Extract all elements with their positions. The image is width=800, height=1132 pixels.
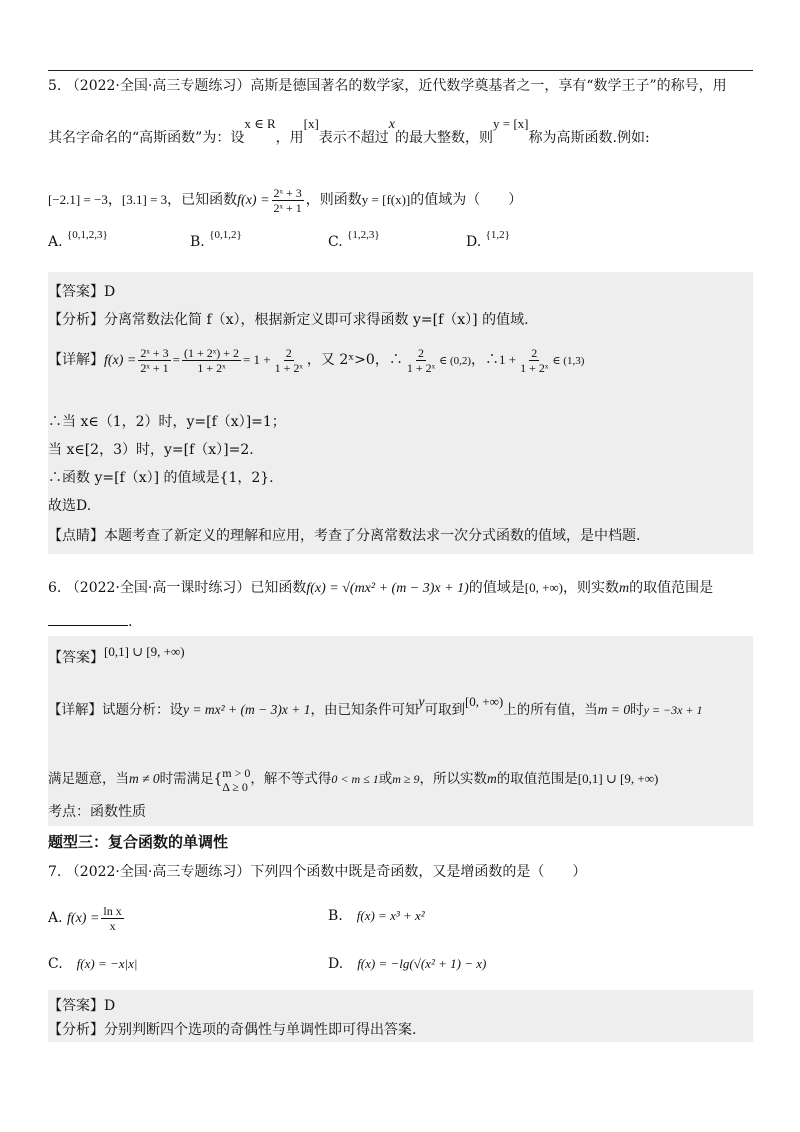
q7-stem: 7. （2022·全国·高三专题练习）下列四个函数中既是奇函数，又是增函数的是（ ） <box>48 864 587 880</box>
q6-blank-line: . <box>48 612 132 632</box>
q6-kaodian: 考点：函数性质 <box>48 804 146 820</box>
q6-conditions: 满足题意，当m ≠ 0时需满足{ m > 0 Δ ≥ 0 ，解不等式得0 < m ≤ 1或m ≥ 9，所以实数m的取值范围是[0,1] ∪ [9, +∞) <box>48 765 659 794</box>
q6-detail: 【详解】试题分析：设y = mx² + (m − 3)x + 1，由已知条件可知y可取到[0, +∞)上的所有值，当m = 0时y = −3x + 1 <box>48 694 703 718</box>
q5-analysis: 【分析】分离常数法化简 f（x），根据新定义即可求得函数 y=[f（x）] 的值域. <box>48 312 529 328</box>
q7-answer: 【答案】D <box>48 998 116 1014</box>
option-b[interactable]: B. $^{\{0,1,2\}}$ <box>190 229 242 250</box>
q5-line: ∴函数 y=[f（x）] 的值域是{1，2}. <box>48 470 274 486</box>
option-a[interactable]: A. $^{\{0,1,2,3\}}$ <box>48 229 108 250</box>
option-d[interactable]: D. $^{\{1,2\}}$ <box>466 229 510 250</box>
q5-line: 故选D. <box>48 498 92 514</box>
math: [x] <box>303 116 319 131</box>
q7-option-b[interactable]: B. f(x) = x³ + x² <box>328 908 425 924</box>
fraction: $\frac{\text{2ˣ + 3}}{\text{2ˣ + 1}}$ <box>273 185 302 215</box>
q5-stem-line3: [−2.1] = −3，[3.1] = 3，已知函数f(x) = $\frac{\text{2ˣ + 3}}{\text{2ˣ + 1}}$ ，则函数y = [f(x)]的值域为（ ） <box>48 185 523 215</box>
math: y = [x] <box>493 116 529 131</box>
math: x <box>388 117 396 132</box>
section-heading: 题型三：复合函数的单调性 <box>48 833 229 851</box>
math: x ∈ R <box>244 116 276 131</box>
q7-option-a[interactable]: A. f(x) = $\frac{\text{ln x}}{x}$ <box>48 903 122 933</box>
q5-comment: 【点睛】本题考查了新定义的理解和应用，考查了分离常数法求一次分式函数的值域，是中档题. <box>48 528 641 544</box>
top-rule <box>48 70 753 71</box>
q7-option-c[interactable]: C. f(x) = −x|x| <box>48 956 138 972</box>
q6-stem-line1: 6. （2022·全国·高一课时练习）已知函数f(x) = √(mx² + (m − 3)x + 1)的值域是[0, +∞)，则实数m的取值范围是 <box>48 580 714 596</box>
q5-line: ∴当 x∈（1，2）时，y=[f（x）]=1； <box>48 414 286 430</box>
q6-answer: 【答案】[0,1] ∪ [9, +∞) <box>48 644 185 666</box>
q5-stem-line2: 其名字命名的“高斯函数”为：设x ∈ R，用[x]表示不超过x的最大整数，则y = [x]称为高斯函数.例如: <box>48 116 650 146</box>
option-c[interactable]: C. $^{\{1,2,3\}}$ <box>328 229 380 250</box>
q7-analysis: 【分析】分别判断四个选项的奇偶性与单调性即可得出答案. <box>48 1022 417 1038</box>
q5-stem-line1: 5. （2022·全国·高三专题练习）高斯是德国著名的数学家，近代数学奠基者之一，享有“数学王子”的称号，用 <box>48 78 727 94</box>
answer-blank[interactable] <box>48 625 128 626</box>
q5-detail: 【详解】f(x) = $\frac{\text{2ˣ + 3}}{\text{2ˣ + 1}}$ = $\frac{\text{(1 + 2ˣ) + 2}}{\text{1 + 2ˣ}}$ = 1 + $\frac{2}{\text{1 + 2ˣ}}$ ，又 2ˣ>0，∴ $\frac{2}{\text{1 + 2ˣ}}$ ∈ (0,2)，∴1 + $\frac{2}{\text{1 + 2ˣ}}$ ∈ (1,3) <box>48 345 585 375</box>
q5-answer: 【答案】D <box>48 284 116 300</box>
q5-line: 当 x∈[2，3）时，y=[f（x）]=2. <box>48 442 254 458</box>
q7-option-d[interactable]: D. f(x) = −lg(√(x² + 1) − x) <box>328 956 487 972</box>
